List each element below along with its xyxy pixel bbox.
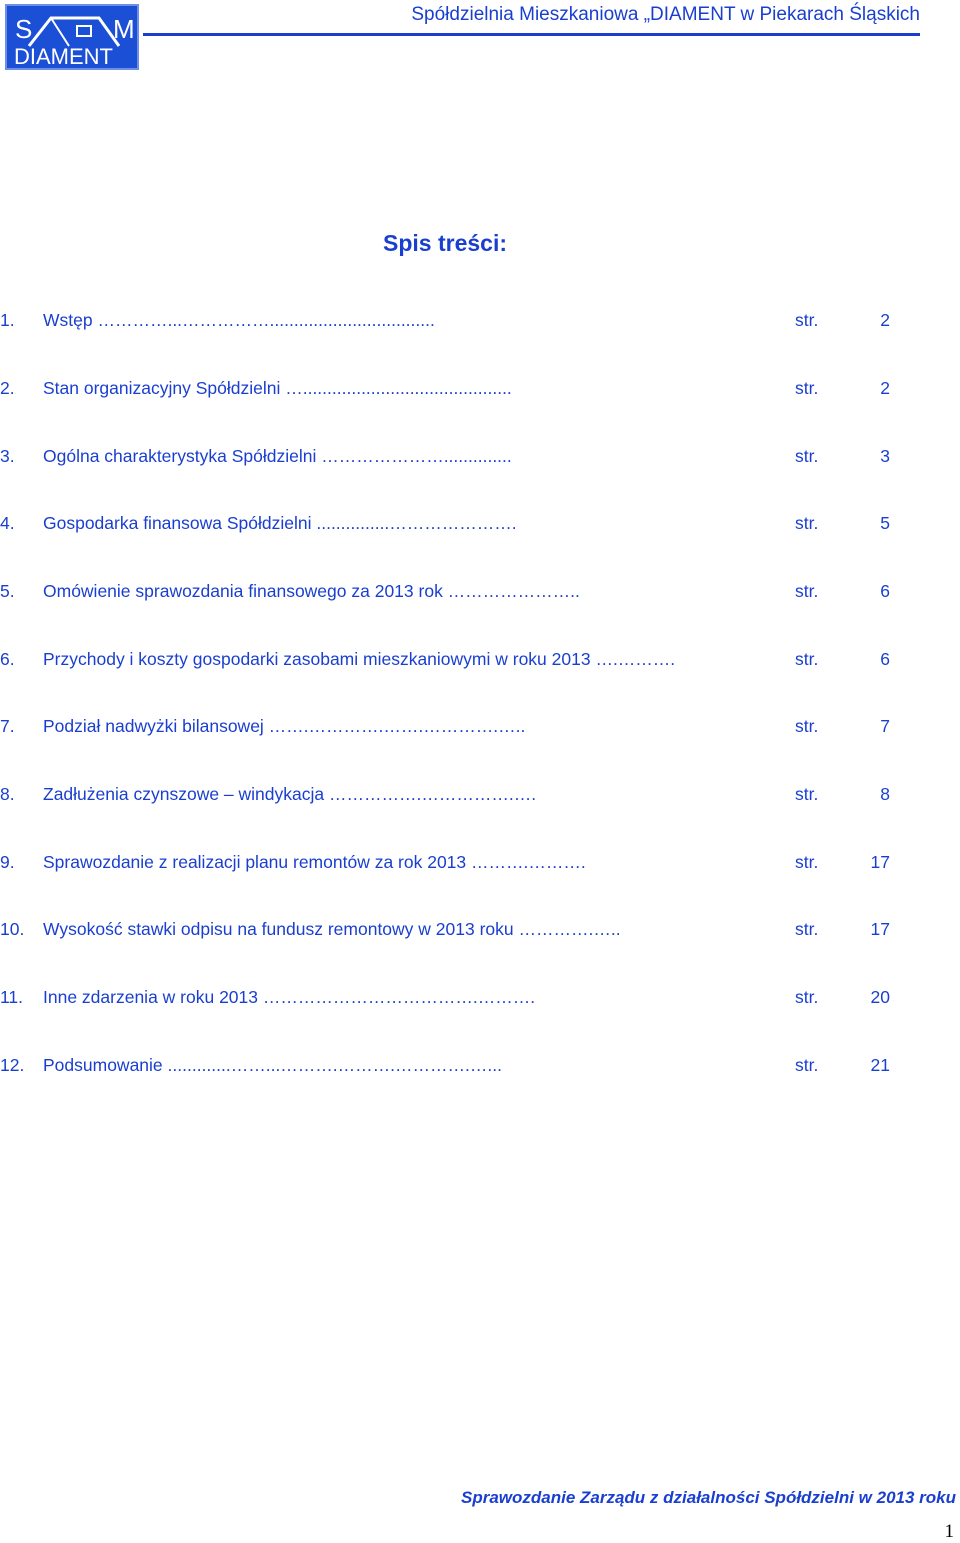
toc-item-label: Stan organizacyjny Spółdzielni …........................................... [43, 378, 512, 398]
toc-item-str: str. [795, 378, 819, 398]
toc-item[interactable] [0, 1055, 960, 1083]
toc-item-page: 2 [880, 310, 890, 330]
toc-item-label: Wysokość stawki odpisu na fundusz remontowy w 2013 roku ………….….. [43, 919, 621, 939]
toc-item-page: 7 [880, 716, 890, 736]
toc-item[interactable] [0, 784, 960, 812]
footer-title: Sprawozdanie Zarządu z działalności Spółdzielni w 2013 roku [460, 1488, 956, 1507]
toc-item-str: str. [795, 987, 819, 1007]
toc-item-label: Gospodarka finansowa Spółdzielni ...............…………………. [43, 513, 517, 533]
logo-initial-s: S [15, 14, 33, 44]
toc-item[interactable] [0, 649, 960, 677]
toc-item-str: str. [795, 649, 819, 669]
logo-initial-m: M [113, 14, 135, 44]
cooperative-logo [5, 4, 139, 70]
toc-item-page: 17 [870, 852, 890, 872]
toc-item-number: 10. [0, 919, 25, 939]
toc-item-number: 12. [0, 1055, 25, 1075]
header-title: Spółdzielnia Mieszkaniowa „DIAMENT w Piekarach Śląskich [411, 4, 920, 25]
toc-item-number: 1. [0, 310, 15, 330]
toc-item-number: 7. [0, 716, 15, 736]
toc-item-page: 2 [880, 378, 890, 398]
toc-item-label: Omówienie sprawozdania finansowego za 2013 rok ………………….. [43, 581, 580, 601]
page-number: 1 [944, 1521, 954, 1542]
toc-item-page: 21 [870, 1055, 890, 1075]
toc-item-number: 2. [0, 378, 15, 398]
toc-item-page: 17 [870, 919, 890, 939]
toc-item-str: str. [795, 1055, 819, 1075]
toc-item-page: 6 [880, 649, 890, 669]
toc-item-label: Przychody i koszty gospodarki zasobami mieszkaniowymi w roku 2013 ….………. [43, 649, 676, 669]
toc-item-str: str. [795, 310, 819, 330]
logo-initials [15, 14, 135, 44]
toc-item-page: 20 [870, 987, 890, 1007]
toc-item-label: Inne zdarzenia w roku 2013 ……………………………….………. [43, 987, 536, 1007]
toc-item-number: 6. [0, 649, 15, 669]
header-divider [143, 33, 920, 36]
toc-item-str: str. [795, 446, 819, 466]
toc-item-str: str. [795, 919, 819, 939]
toc-item-number: 5. [0, 581, 15, 601]
toc-item-label: Zadłużenia czynszowe – windykacja …………….…………….…. [43, 784, 537, 804]
toc-item-label: Wstęp …………...…………….................................. [43, 310, 435, 330]
toc-item-number: 3. [0, 446, 15, 466]
toc-item[interactable] [0, 581, 960, 609]
toc-item[interactable] [0, 378, 960, 406]
toc-item-str: str. [795, 513, 819, 533]
toc-item-number: 9. [0, 852, 15, 872]
toc-item-number: 11. [0, 987, 24, 1007]
toc-title: Spis treści: [383, 230, 507, 256]
toc-item-label: Podsumowanie .............……...……….……….………….…... [43, 1055, 502, 1075]
toc-item[interactable] [0, 919, 960, 947]
toc-item[interactable] [0, 852, 960, 880]
toc-item-page: 3 [880, 446, 890, 466]
toc-item-number: 8. [0, 784, 15, 804]
toc-item-label: Sprawozdanie z realizacji planu remontów za rok 2013 ……….………. [43, 852, 586, 872]
toc-item-page: 5 [880, 513, 890, 533]
logo-brand-name: DIAMENT [14, 44, 113, 69]
toc-item-str: str. [795, 852, 819, 872]
toc-item[interactable] [0, 446, 960, 474]
toc-item[interactable] [0, 513, 960, 541]
toc-item-str: str. [795, 784, 819, 804]
toc-item-number: 4. [0, 513, 15, 533]
toc-item-label: Ogólna charakterystyka Spółdzielni ………………….............. [43, 446, 512, 466]
toc-item-page: 6 [880, 581, 890, 601]
toc-item-page: 8 [880, 784, 890, 804]
toc-item-str: str. [795, 581, 819, 601]
toc-item[interactable] [0, 310, 960, 338]
toc-item[interactable] [0, 987, 960, 1015]
toc-item-label: Podział nadwyżki bilansowej …….………….…….………….….. [43, 716, 526, 736]
toc-item[interactable] [0, 716, 960, 744]
toc-item-str: str. [795, 716, 819, 736]
